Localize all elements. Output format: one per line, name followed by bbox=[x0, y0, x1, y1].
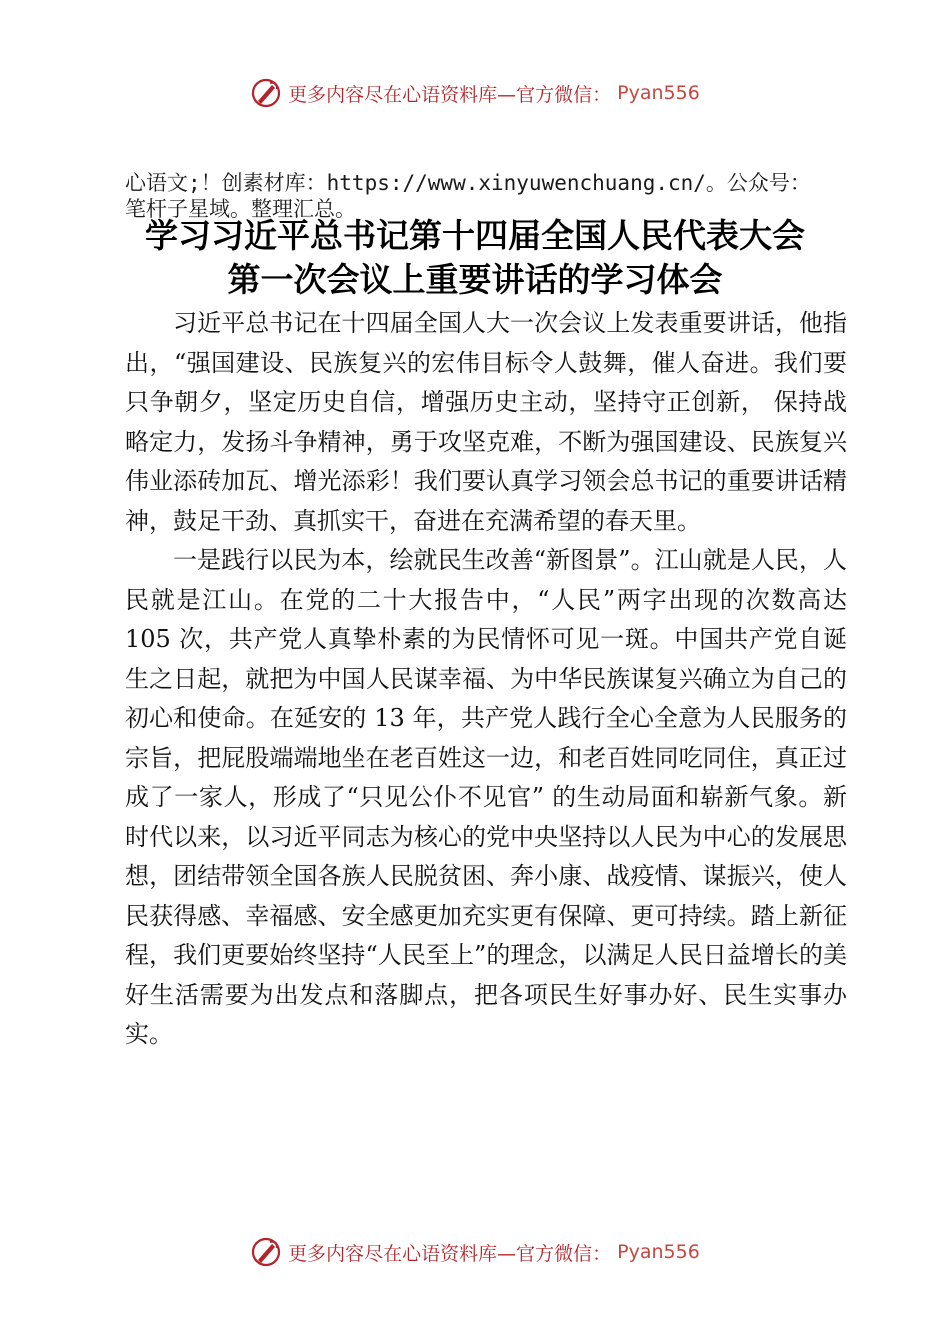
document-title-line2: 第一次会议上重要讲话的学习体会 bbox=[227, 260, 723, 299]
banner-text: 更多内容尽在心语资料库—官方微信： bbox=[288, 1242, 612, 1265]
header-banner bbox=[0, 73, 950, 113]
document-title-line1: 学习习近平总书记第十四届全国人民代表大会 bbox=[145, 216, 805, 255]
body-paragraph: 一是践行以民为本，绘就民生改善“新图景”。江山就是人民，人民就是江山。在党的二十大报告中，“人民”两字出现的次数高达 105 次，共产党人真挚朴素的为民情怀可见一斑。中国共产党自诞生之日起，就把为中国人民谋幸福、为中华民族谋复兴确立为自己的初心和使命。在延安的 13 年，共产党人践行全心全意为人民服务的宗旨，把屁股端端地坐在老百姓这一边，和老百姓同吃同住，真正过成了一家人，形成了“只见公仆不见官” 的生动局面和崭新气象。新时代以来，以习近平同志为核心的党中央坚持以人民为中心的发展思想，团结带领全国各族人民脱贫困、奔小康、战疫情、谋振兴，使人民获得感、幸福感、安全感更加充实更有保障、更可持续。踏上新征程，我们更要始终坚持“人民至上”的理念，以满足人民日益增长的美好生活需要为出发点和落脚点，把各项民生好事办好、民生实事办实。 bbox=[125, 546, 847, 1048]
banner-text: 更多内容尽在心语资料库—官方微信： bbox=[288, 83, 612, 106]
body-paragraph: 习近平总书记在十四届全国人大一次会议上发表重要讲话，他指出，“强国建设、民族复兴的宏伟目标令人鼓舞，催人奋进。我们要只争朝夕，坚定历史自信，增强历史主动，坚持守正创新， 保持战略定力，发扬斗争精神，勇于攻坚克难，不断为强国建设、民族复兴伟业添砖加瓦、增光添彩！我们要认真学习领会总书记的重要讲话精神，鼓足干劲、真抓实干，奋进在充满希望的春天里。 bbox=[125, 309, 847, 535]
pen-circle-logo-icon bbox=[250, 1236, 282, 1268]
source-note: 心语文;！创素材库：https://www.xinyuwenchuang.cn/。公众号：笔杆子星域。整理汇总。 bbox=[125, 171, 811, 221]
footer-banner bbox=[0, 1232, 950, 1272]
document-body bbox=[125, 304, 847, 1055]
banner-wechat-id: Pyan556 bbox=[617, 82, 700, 104]
pen-circle-logo-icon bbox=[250, 77, 282, 109]
banner-wechat-id: Pyan556 bbox=[617, 1241, 700, 1263]
